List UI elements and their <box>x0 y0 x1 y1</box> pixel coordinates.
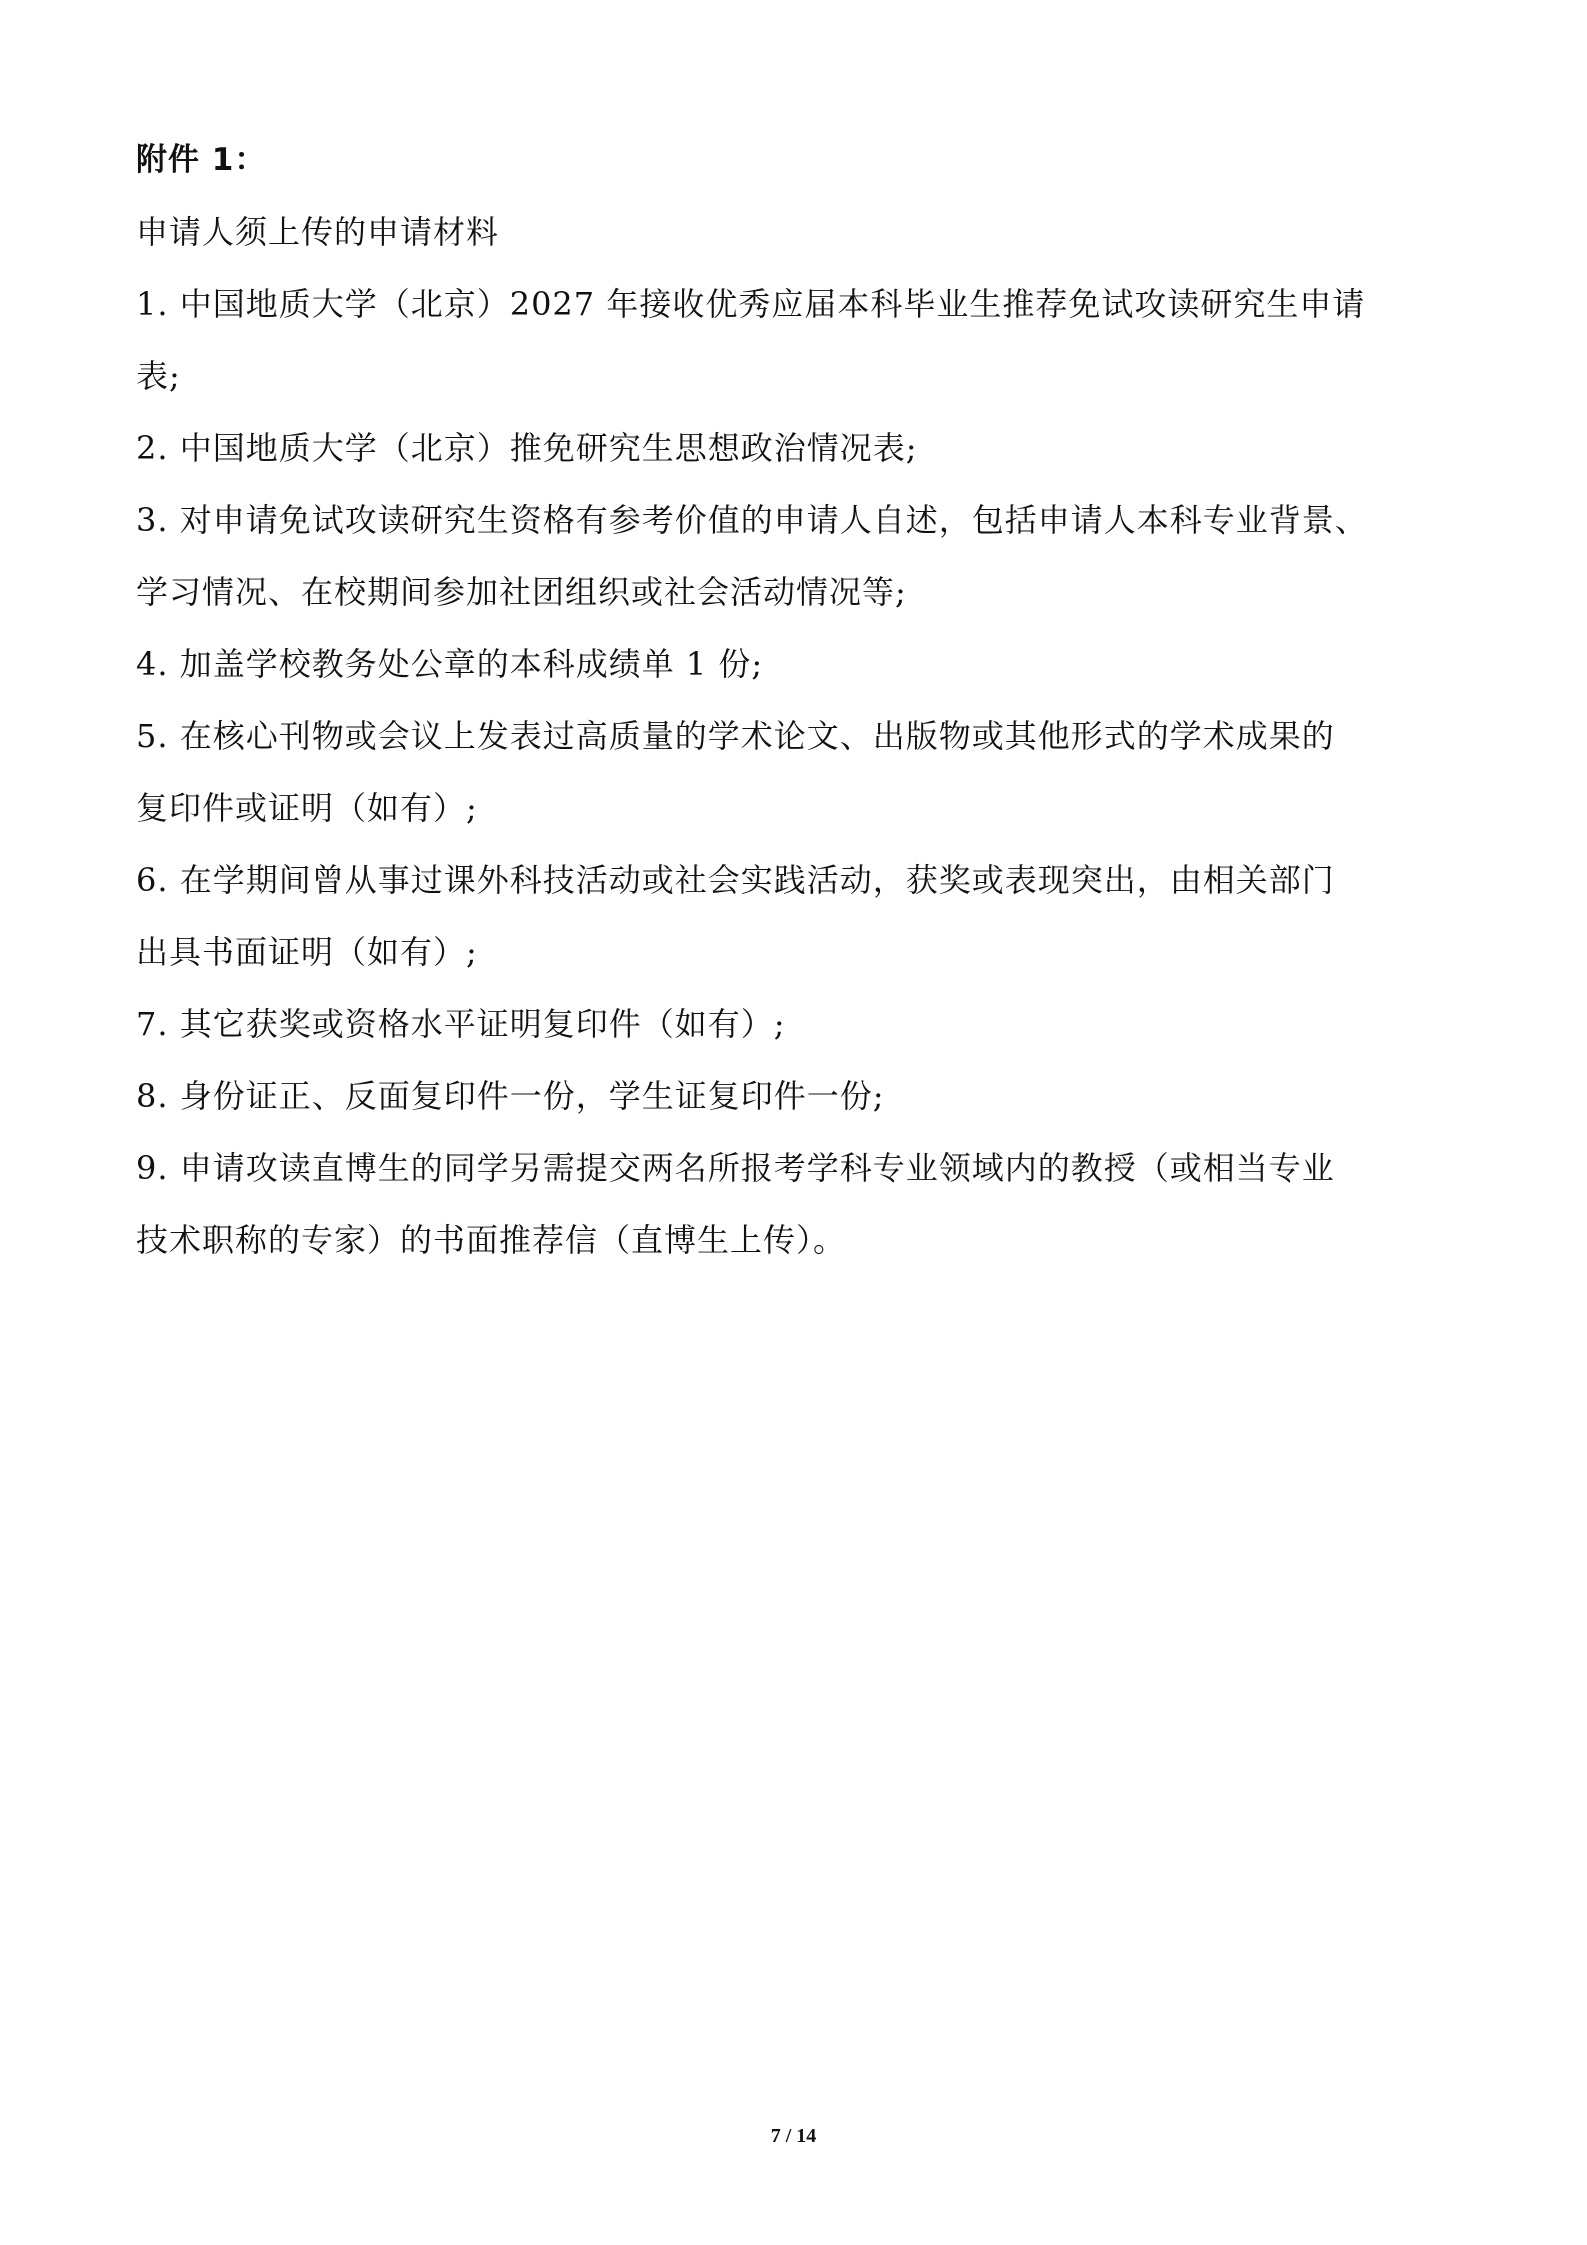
list-item-9-line-1: 9. 申请攻读直博生的同学另需提交两名所报考学科专业领域内的教授（或相当专业 <box>136 1149 1335 1187</box>
intro-text: 申请人须上传的申请材料 <box>136 213 500 251</box>
list-item-3-line-2: 学习情况、在校期间参加社团组织或社会活动情况等; <box>136 573 907 611</box>
list-item-4-line-1: 4. 加盖学校教务处公章的本科成绩单 1 份; <box>136 645 764 683</box>
list-item-9-line-2: 技术职称的专家）的书面推荐信（直博生上传）。 <box>136 1221 847 1259</box>
list-item-7-line-1: 7. 其它获奖或资格水平证明复印件（如有）; <box>136 1005 786 1043</box>
attachment-label: 附件 1： <box>136 142 267 178</box>
page-number: 7 / 14 <box>770 2125 817 2147</box>
list-item-6-line-1: 6. 在学期间曾从事过课外科技活动或社会实践活动，获奖或表现突出，由相关部门 <box>136 861 1335 899</box>
list-item-5-line-2: 复印件或证明（如有）; <box>136 789 478 827</box>
list-item-2-line-1: 2. 中国地质大学（北京）推免研究生思想政治情况表; <box>136 429 918 467</box>
list-item-8-line-1: 8. 身份证正、反面复印件一份，学生证复印件一份; <box>136 1077 885 1115</box>
list-item-6-line-2: 出具书面证明（如有）; <box>136 933 478 971</box>
list-item-3-line-1: 3. 对申请免试攻读研究生资格有参考价值的申请人自述，包括申请人本科专业背景、 <box>136 501 1368 539</box>
list-item-5-line-1: 5. 在核心刊物或会议上发表过高质量的学术论文、出版物或其他形式的学术成果的 <box>136 717 1335 755</box>
list-item-1-line-2: 表; <box>136 357 181 395</box>
list-item-1-line-1: 1. 中国地质大学（北京）2027 年接收优秀应届本科毕业生推荐免试攻读研究生申请 <box>136 285 1366 323</box>
